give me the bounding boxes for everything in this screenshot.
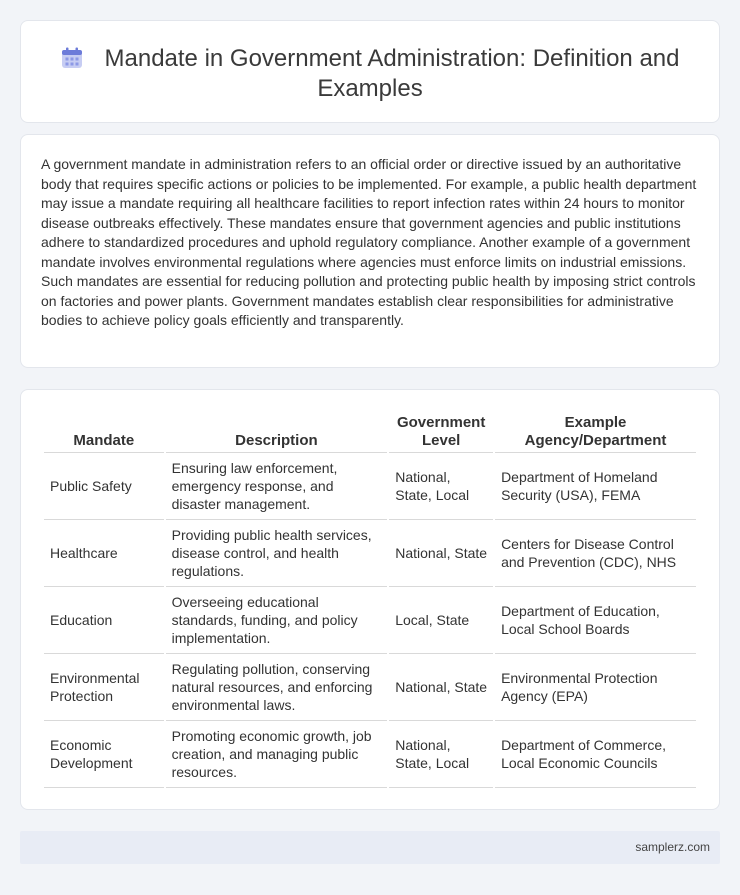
cell-government-level: National, State, Local [389, 453, 493, 520]
cell-government-level: National, State [389, 520, 493, 587]
table-card [20, 389, 720, 810]
footer-bar [20, 831, 720, 864]
table-row [44, 520, 696, 587]
cell-government-level: National, State, Local [389, 721, 493, 788]
cell-mandate: Environmental Protection [44, 654, 164, 721]
cell-description: Promoting economic growth, job creation, and managing public resources. [166, 721, 388, 788]
cell-agency: Department of Commerce, Local Economic Councils [495, 721, 696, 788]
header-mandate: Mandate [44, 412, 164, 453]
title-card [20, 20, 720, 123]
cell-government-level: National, State [389, 654, 493, 721]
table-row [44, 453, 696, 520]
cell-mandate: Education [44, 587, 164, 654]
cell-agency: Department of Homeland Security (USA), FEMA [495, 453, 696, 520]
header-example-agency: Example Agency/Department [495, 412, 696, 453]
cell-agency: Centers for Disease Control and Prevention (CDC), NHS [495, 520, 696, 587]
header-government-level: Government Level [389, 412, 493, 453]
calendar-icon [61, 47, 83, 69]
page-title-wrap [21, 44, 719, 104]
cell-mandate: Economic Development [44, 721, 164, 788]
cell-description: Ensuring law enforcement, emergency response, and disaster management. [166, 453, 388, 520]
cell-mandate: Public Safety [44, 453, 164, 520]
table-row [44, 587, 696, 654]
intro-paragraph: A government mandate in administration refers to an official order or directive issued by an authoritative body that requires specific actions or policies to be implemented. For example, a public health department may issue a mandate requiring all healthcare facilities to report infection rates within 24 hours to monitor disease outbreaks effectively. These mandates ensure that government agencies and public institutions adhere to standardized procedures and uphold regulatory compliance. Another example of a government mandate involves environmental regulations where agencies must enforce limits on industrial emissions. Such mandates are essential for reducing pollution and protecting public health by imposing strict controls on factories and power plants. Government mandates establish clear responsibilities for administrative bodies to achieve policy goals efficiently and transparently. [41, 156, 697, 328]
cell-mandate: Healthcare [44, 520, 164, 587]
table-header-row [44, 412, 696, 453]
table-row [44, 654, 696, 721]
cell-description: Overseeing educational standards, funding, and policy implementation. [166, 587, 388, 654]
cell-description: Regulating pollution, conserving natural resources, and enforcing environmental laws. [166, 654, 388, 721]
table-row [44, 721, 696, 788]
intro-card [20, 134, 720, 368]
header-description: Description [166, 412, 388, 453]
cell-description: Providing public health services, disease control, and health regulations. [166, 520, 388, 587]
cell-agency: Department of Education, Local School Boards [495, 587, 696, 654]
page-title: Mandate in Government Administration: Definition and Examples [104, 45, 680, 102]
mandate-table [42, 412, 698, 788]
cell-agency: Environmental Protection Agency (EPA) [495, 654, 696, 721]
cell-government-level: Local, State [389, 587, 493, 654]
footer-site-link[interactable]: samplerz.com [635, 840, 710, 854]
